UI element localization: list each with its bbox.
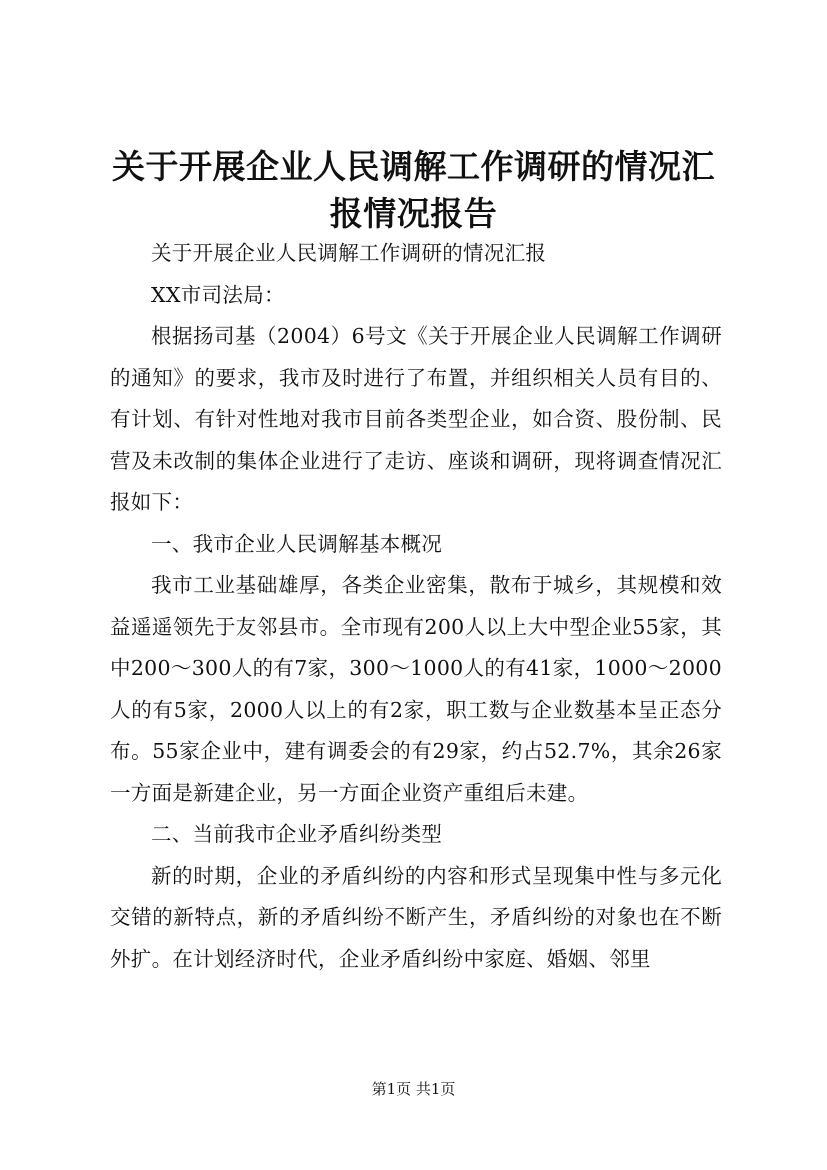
- page-footer: 第1页 共1页: [371, 1080, 456, 1098]
- section-heading: 二、当前我市企业矛盾纠纷类型: [151, 822, 443, 846]
- subtitle-paragraph: 关于开展企业人民调解工作调研的情况汇报: [151, 241, 547, 265]
- document-body: [110, 233, 722, 980]
- section-heading: 一、我市企业人民调解基本概况: [151, 531, 443, 556]
- document-title: 关于开展企业人民调解工作调研的情况汇报情况报告: [112, 147, 715, 233]
- body-paragraph: 我市工业基础雄厚，各类企业密集，散布于城乡，其规模和效益遥遥领先于友邻县市。全市现有200人以上大中型企业55家，其中200～300人的有7家，300～1000人的有41家，1000～2000人的有5家，2000人以上的有2家，职工数与企业数基本呈正态分布。55家企业中，建有调委会的有29家，约占52.7%，其余26家一方面是新建企业，另一方面企业资产重组后未建。: [110, 573, 722, 805]
- addressee-paragraph: XX市司法局：: [151, 282, 285, 307]
- body-paragraph: 新的时期，企业的矛盾纠纷的内容和形式呈现集中性与多元化交错的新特点，新的矛盾纠纷不断产生，矛盾纠纷的对象也在不断外扩。在计划经济时代，企业矛盾纠纷中家庭、婚姻、邻里: [110, 863, 722, 971]
- body-paragraph: 根据扬司基（2004）6号文《关于开展企业人民调解工作调研的通知》的要求，我市及时进行了布置，并组织相关人员有目的、有计划、有针对性地对我市目前各类型企业，如合资、股份制、民营及未改制的集体企业进行了走访、座谈和调研，现将调查情况汇报如下：: [110, 324, 722, 514]
